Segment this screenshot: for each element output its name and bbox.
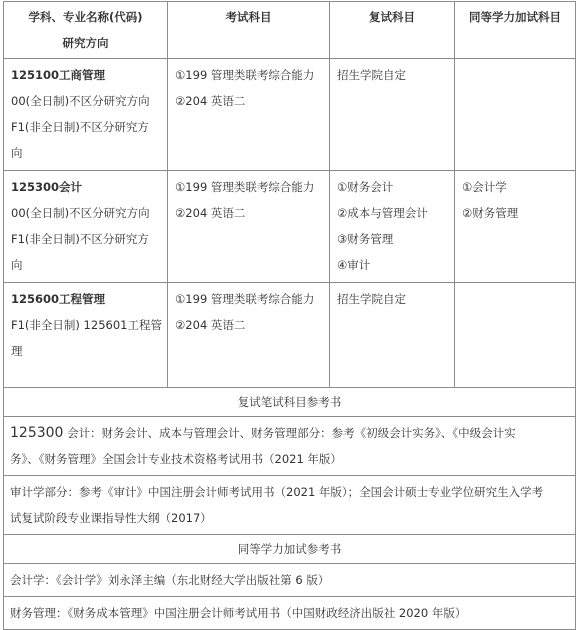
extra-books-header-row — [4, 535, 576, 564]
admissions-table — [3, 1, 576, 630]
audit-books-line1: 审计学部分：参考《审计》中国注册会计师考试用书（2021 年版）；全国会计硕士专业学位研究生入学考 — [10, 485, 544, 499]
retest-books-accounting-row — [4, 417, 576, 476]
major-cell — [4, 59, 168, 171]
direction-line: F1(非全日制)不区分研究方 — [11, 232, 149, 246]
extra-cell — [455, 59, 576, 171]
direction-line: F1(非全日制) 125601工程管 — [11, 318, 162, 332]
major-name: 125600工程管理 — [11, 292, 106, 306]
retest-cell — [330, 283, 455, 388]
exam-subject: ②204 英语二 — [175, 206, 246, 220]
exam-subject: ①199 管理类联考综合能力 — [175, 292, 315, 306]
extra-cell — [455, 171, 576, 283]
extra-subject: ②财务管理 — [462, 206, 519, 220]
exam-cell — [168, 171, 330, 283]
header-row — [4, 2, 576, 59]
major-name: 125100工商管理 — [11, 68, 106, 82]
accounting-books-line2: 务》、《财务管理》全国会计专业技术资格考试用书（2021 年版） — [10, 452, 342, 466]
retest-books-title: 复试笔试科目参考书 — [4, 388, 576, 417]
extra-cell — [455, 283, 576, 388]
exam-cell — [168, 59, 330, 171]
extra-accounting-book: 会计学：《会计学》刘永泽主编（东北财经大学出版社第 6 版） — [10, 573, 330, 587]
audit-books-line2: 试复试阶段专业课指导性大纲（2017） — [10, 511, 212, 525]
retest-subject: ③财务管理 — [337, 232, 394, 246]
accounting-books-line1: 会计：财务会计、成本与管理会计、财务管理部分：参考《初级会计实务》、《中级会计实 — [63, 426, 516, 440]
accounting-code: 125300 — [10, 425, 64, 441]
retest-subject: 招生学院自定 — [337, 68, 406, 82]
extra-finance-book: 财务管理：《财务成本管理》中国注册会计师考试用书（中国财政经济出版社 2020 年版） — [10, 606, 467, 620]
direction-line: 向 — [11, 258, 23, 272]
direction-line: F1(非全日制)不区分研究方 — [11, 120, 149, 134]
retest-cell — [330, 59, 455, 171]
extra-subject: ①会计学 — [462, 180, 507, 194]
major-name: 125300会计 — [11, 180, 83, 194]
header-retest: 复试科目 — [330, 2, 455, 59]
exam-subject: ②204 英语二 — [175, 318, 246, 332]
retest-books-header-row — [4, 388, 576, 417]
direction-line: 向 — [11, 146, 23, 160]
table-row — [4, 171, 576, 283]
exam-subject: ①199 管理类联考综合能力 — [175, 180, 315, 194]
direction-line: 理 — [11, 344, 23, 358]
header-extra: 同等学力加试科目 — [455, 2, 576, 59]
major-cell — [4, 283, 168, 388]
table-row — [4, 59, 576, 171]
table-row — [4, 283, 576, 388]
header-exam: 考试科目 — [168, 2, 330, 59]
header-major — [4, 2, 168, 59]
retest-cell — [330, 171, 455, 283]
retest-subject: ④审计 — [337, 258, 371, 272]
extra-books-accounting-row — [4, 564, 576, 597]
exam-subject: ②204 英语二 — [175, 94, 246, 108]
exam-cell — [168, 283, 330, 388]
retest-books-audit-row — [4, 476, 576, 535]
retest-subject: ②成本与管理会计 — [337, 206, 428, 220]
extra-books-title: 同等学力加试参考书 — [4, 535, 576, 564]
exam-subject: ①199 管理类联考综合能力 — [175, 68, 315, 82]
major-cell — [4, 171, 168, 283]
extra-books-finance-row — [4, 597, 576, 630]
retest-subject: 招生学院自定 — [337, 292, 406, 306]
header-major-line1: 学科、专业名称(代码) — [28, 10, 143, 24]
direction-line: 00(全日制)不区分研究方向 — [11, 206, 150, 220]
header-major-line2: 研究方向 — [62, 36, 109, 50]
direction-line: 00(全日制)不区分研究方向 — [11, 94, 150, 108]
retest-subject: ①财务会计 — [337, 180, 394, 194]
